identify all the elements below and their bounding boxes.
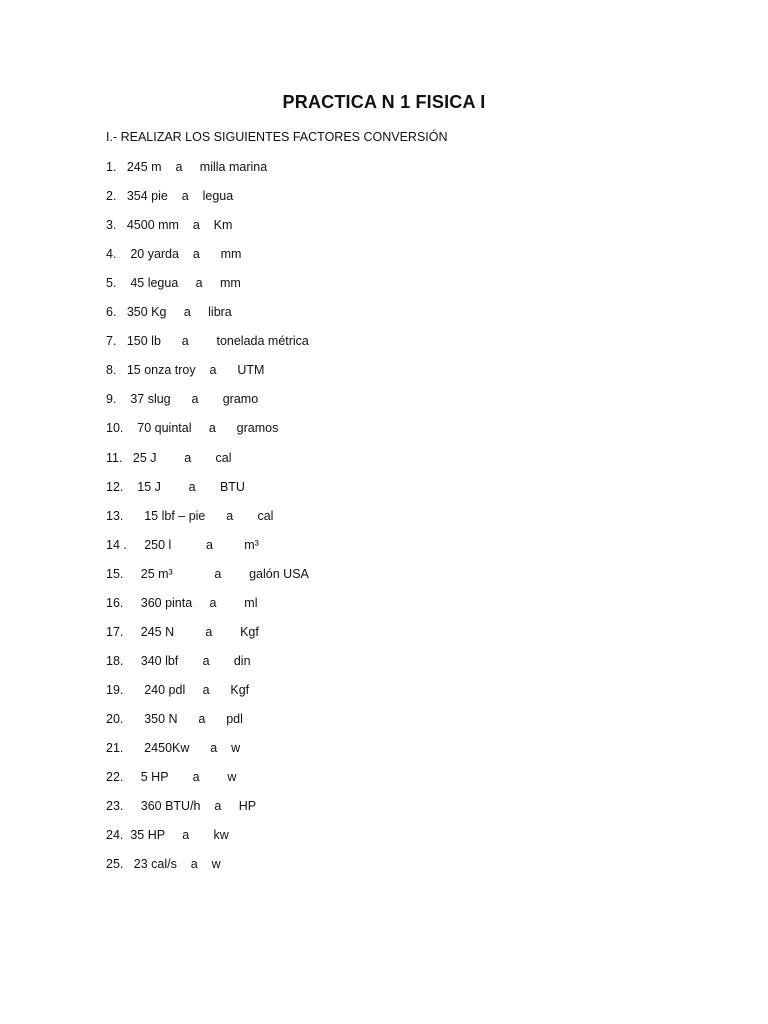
section-heading: I.- REALIZAR LOS SIGUIENTES FACTORES CONVERSIÓN [106, 130, 448, 144]
exercise-item: 18. 340 lbf a din [106, 653, 251, 668]
exercise-item: 8. 15 onza troy a UTM [106, 363, 265, 378]
exercise-item: 12. 15 J a BTU [106, 479, 245, 494]
exercise-item: 17. 245 N a Kgf [106, 624, 259, 639]
exercise-item: 16. 360 pinta a ml [106, 595, 258, 610]
exercise-item: 15. 25 m³ a galón USA [106, 566, 309, 581]
exercise-item: 22. 5 HP a w [106, 770, 237, 785]
exercise-item: 4. 20 yarda a mm [106, 247, 242, 262]
exercise-item: 24. 35 HP a kw [106, 828, 229, 843]
exercise-item: 7. 150 lb a tonelada métrica [106, 334, 309, 349]
exercise-item: 10. 70 quintal a gramos [106, 421, 279, 436]
exercise-item: 25. 23 cal/s a w [106, 857, 221, 872]
exercise-item: 20. 350 N a pdl [106, 711, 243, 726]
exercise-item: 9. 37 slug a gramo [106, 392, 259, 407]
exercise-item: 5. 45 legua a mm [106, 276, 241, 291]
exercise-item: 21. 2450Kw a w [106, 741, 241, 755]
exercise-item: 19. 240 pdl a Kgf [106, 682, 250, 697]
exercise-item: 3. 4500 mm a Km [106, 218, 233, 233]
exercise-item: 23. 360 BTU/h a HP [106, 799, 257, 814]
exercise-item: 2. 354 pie a legua [106, 189, 234, 204]
exercise-item: 13. 15 lbf – pie a cal [106, 508, 274, 523]
page-title: PRACTICA N 1 FISICA I [282, 92, 486, 112]
exercise-item: 6. 350 Kg a libra [106, 305, 232, 320]
exercise-item: 1. 245 m a milla marina [106, 160, 268, 174]
exercise-item: 14 . 250 l a m³ [106, 537, 259, 552]
exercise-item: 11. 25 J a cal [106, 450, 232, 465]
